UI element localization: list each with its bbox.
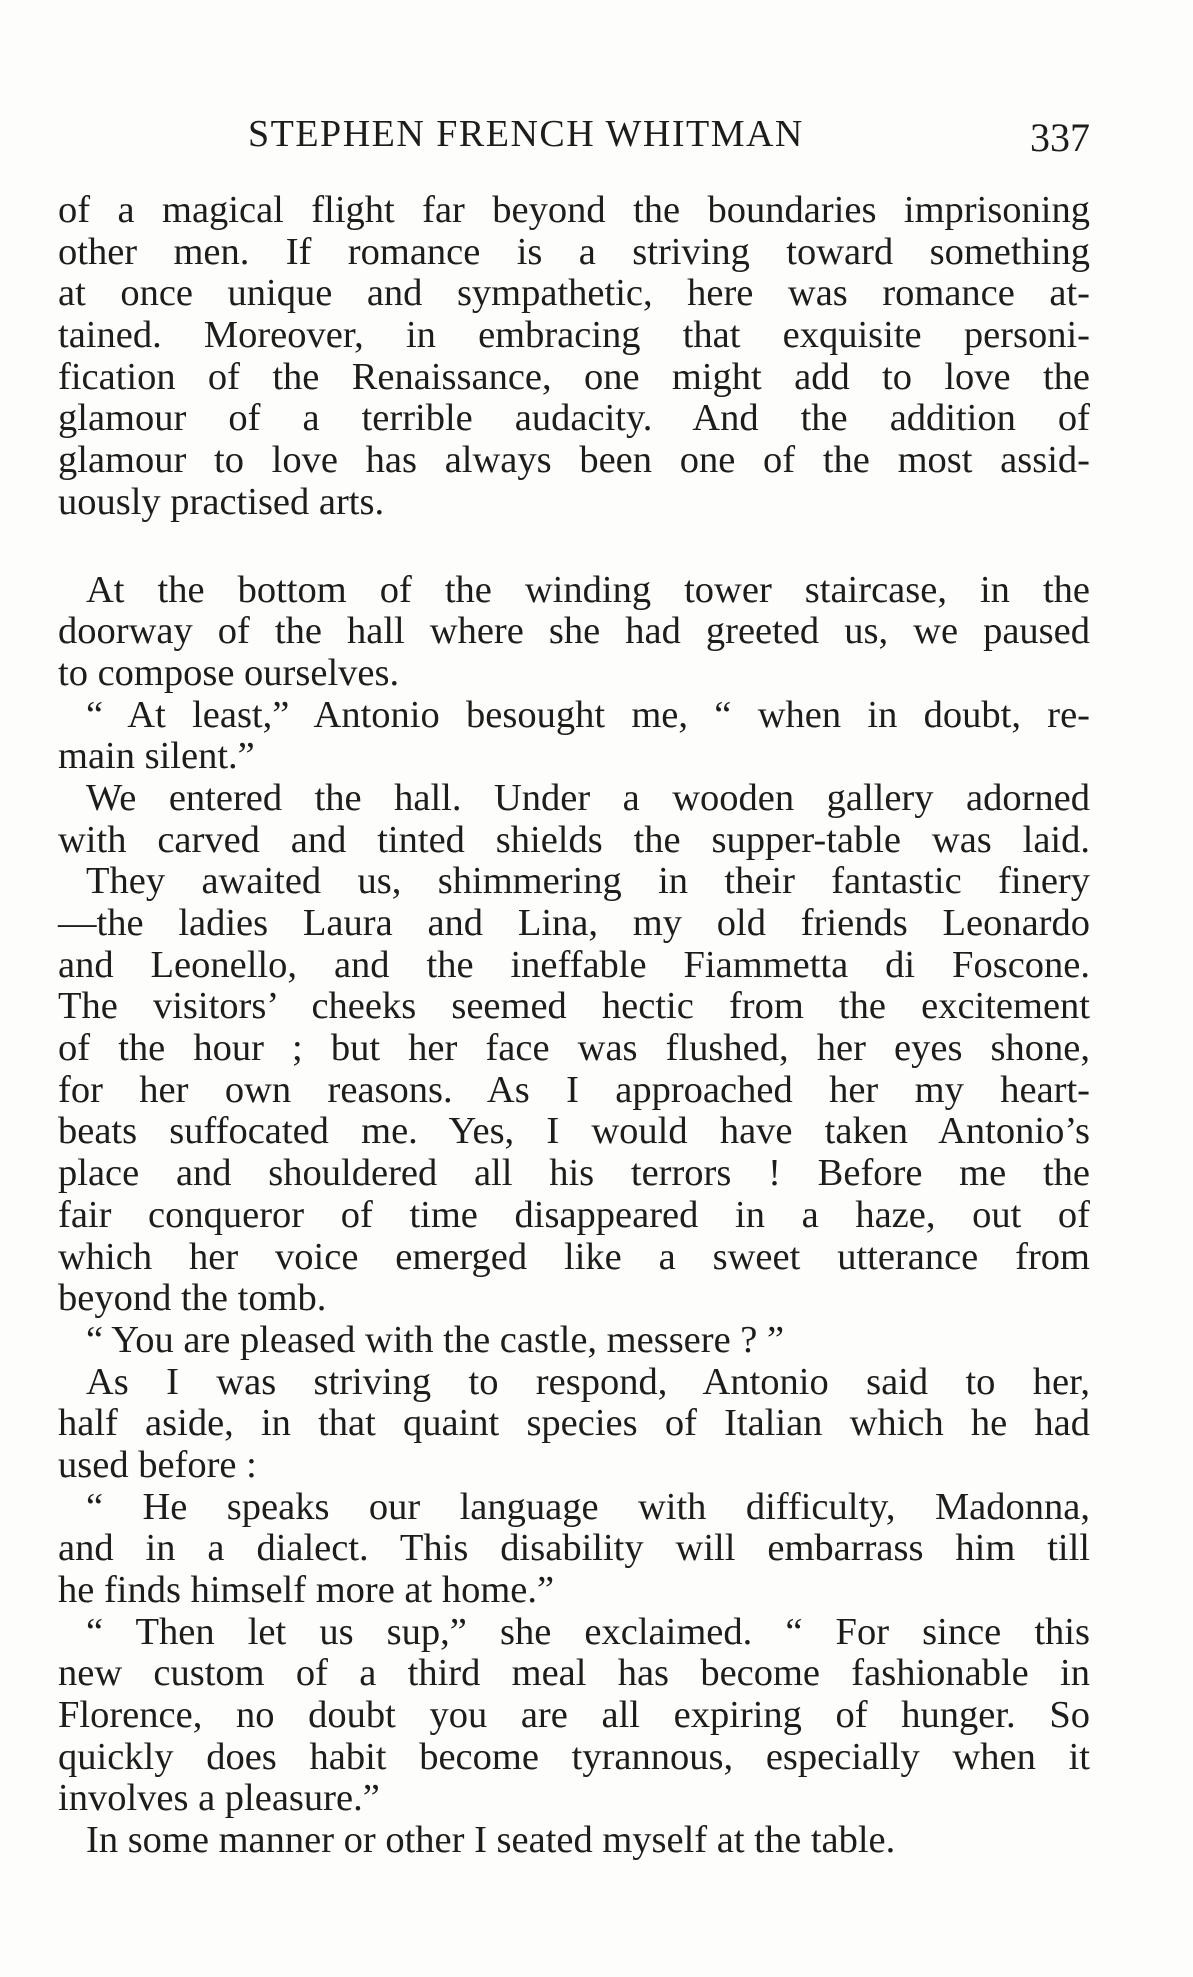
text-line: In some manner or other I seated myself at the table.: [86, 1819, 896, 1862]
text-line: and in a dialect. This disability will embarrass him till: [58, 1527, 1090, 1570]
text-line: We entered the hall. Under a wooden gallery adorned: [86, 776, 1090, 819]
text-line: quickly does habit become tyrannous, especially when it: [58, 1735, 1090, 1778]
text-line: glamour of a terrible audacity. And the addition of: [58, 397, 1090, 440]
text-line: At the bottom of the winding tower staircase, in the: [86, 568, 1090, 611]
text-line: for her own reasons. As I approached her my heart-: [58, 1068, 1090, 1111]
text-line: Florence, no doubt you are all expiring of hunger. So: [58, 1694, 1090, 1737]
text-line: The visitors’ cheeks seemed hectic from the excitement: [58, 985, 1090, 1028]
text-line: fication of the Renaissance, one might add to love the: [58, 355, 1090, 398]
text-line: “ Then let us sup,” she exclaimed. “ For since this: [86, 1610, 1090, 1653]
section-break: [58, 524, 1090, 570]
text-line: other men. If romance is a striving toward something: [58, 230, 1090, 273]
text-line: to compose ourselves.: [58, 651, 400, 694]
text-line: place and shouldered all his terrors ! Before me the: [58, 1152, 1090, 1195]
text-line: doorway of the hall where she had greeted us, we paused: [58, 610, 1090, 653]
text-line: fair conqueror of time disappeared in a haze, out of: [58, 1193, 1090, 1236]
text-line: main silent.”: [58, 735, 255, 778]
text-line: used before :: [58, 1443, 257, 1486]
text-line: “ You are pleased with the castle, messere ? ”: [86, 1318, 785, 1361]
text-line: half aside, in that quaint species of Italian which he had: [58, 1402, 1090, 1445]
text-line: he finds himself more at home.”: [58, 1569, 555, 1611]
text-line: “ At least,” Antonio besought me, “ when in doubt, re-: [86, 693, 1090, 736]
text-line: —the ladies Laura and Lina, my old friends Leonardo: [58, 902, 1090, 944]
body-text: [58, 190, 1090, 1862]
text-line: “ He speaks our language with difficulty, Madonna,: [86, 1485, 1090, 1528]
text-line: new custom of a third meal has become fashionable in: [58, 1652, 1090, 1695]
text-line: with carved and tinted shields the supper-table was laid.: [58, 818, 1090, 861]
text-line: involves a pleasure.”: [58, 1777, 380, 1820]
text-line: As I was striving to respond, Antonio said to her,: [86, 1360, 1090, 1403]
text-line: and Leonello, and the ineffable Fiammetta di Foscone.: [58, 943, 1090, 986]
text-line: at once unique and sympathetic, here was romance at-: [58, 272, 1090, 315]
text-line: of a magical flight far beyond the boundaries imprisoning: [58, 189, 1090, 231]
text-line: glamour to love has always been one of the most assid-: [58, 439, 1090, 482]
text-line: of the hour ; but her face was flushed, her eyes shone,: [58, 1027, 1090, 1070]
text-line: uously practised arts.: [58, 480, 385, 523]
text-line: They awaited us, shimmering in their fantastic finery: [86, 860, 1090, 903]
page-number: 337: [1030, 115, 1090, 160]
running-head: [58, 112, 1090, 162]
running-title: STEPHEN FRENCH WHITMAN: [248, 113, 804, 155]
text-line: beats suffocated me. Yes, I would have taken Antonio’s: [58, 1110, 1090, 1153]
text-line: beyond the tomb.: [58, 1277, 327, 1320]
text-line: tained. Moreover, in embracing that exquisite personi-: [58, 314, 1090, 357]
text-line: which her voice emerged like a sweet utterance from: [58, 1235, 1090, 1278]
